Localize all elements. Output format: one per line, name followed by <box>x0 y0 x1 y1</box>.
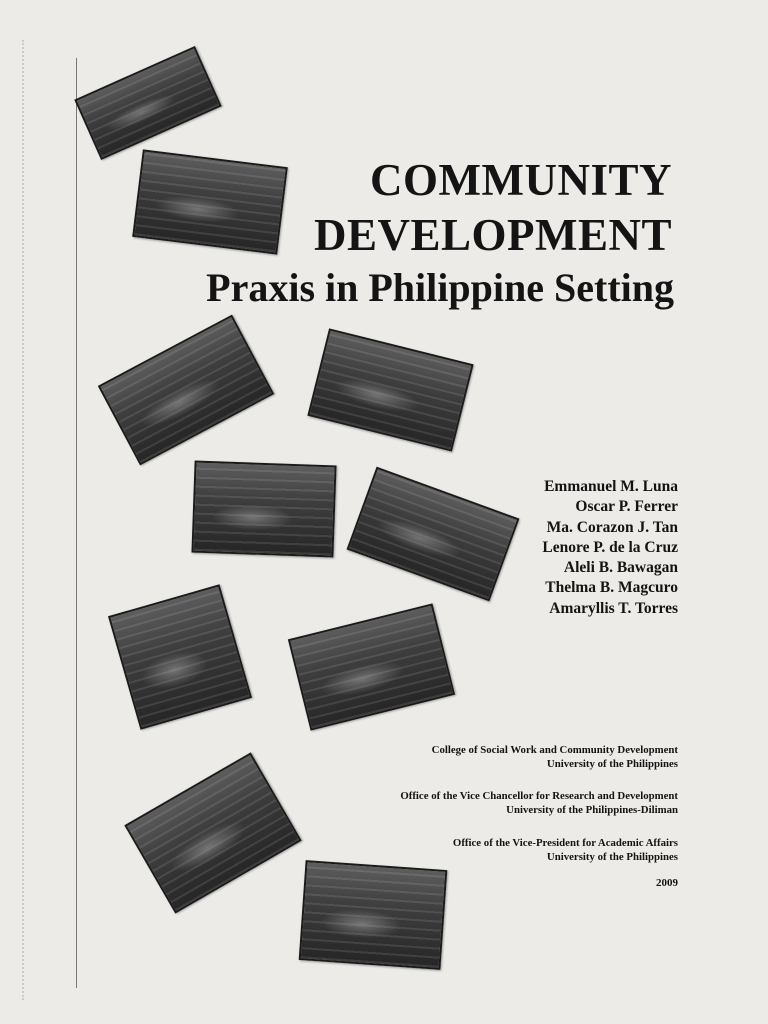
institution-office: College of Social Work and Community Development <box>431 744 678 756</box>
author-name: Emmanuel M. Luna <box>544 478 678 495</box>
institution-office: Office of the Vice-President for Academic Affairs <box>452 837 678 849</box>
author-name: Thelma B. Magcuro <box>545 579 678 597</box>
photo-6 <box>347 467 520 602</box>
photo-3 <box>98 315 274 466</box>
author-name: Oscar P. Ferrer <box>575 498 678 516</box>
institution-university: University of the Philippines <box>546 851 678 863</box>
institution-block <box>400 789 678 817</box>
photo-2 <box>132 149 288 254</box>
photo-9 <box>124 752 301 913</box>
author-name: Ma. Corazon J. Tan <box>546 518 678 536</box>
title-line-2: DEVELOPMENT <box>313 210 672 260</box>
photo-8 <box>288 603 455 730</box>
institution-office: Office of the Vice Chancellor for Research and Development <box>400 790 678 802</box>
page-edge-line <box>76 58 77 988</box>
photo-1 <box>74 46 221 160</box>
author-name: Lenore P. de la Cruz <box>542 538 678 556</box>
institution-block <box>453 836 678 864</box>
photo-4 <box>307 328 473 451</box>
author-name: Amaryllis T. Torres <box>549 599 678 617</box>
institution-block <box>432 743 678 771</box>
subtitle: Praxis in Philippine Setting <box>206 265 674 310</box>
photo-10 <box>299 860 448 970</box>
photo-5 <box>191 461 336 558</box>
title-line-1: COMMUNITY <box>370 155 672 205</box>
scan-dot-column <box>22 40 26 1000</box>
author-name: Aleli B. Bawagan <box>563 559 678 577</box>
institution-university: University of the Philippines-Diliman <box>506 804 678 816</box>
institution-university: University of the Philippines <box>546 758 678 770</box>
author-list <box>542 477 678 619</box>
publication-year: 2009 <box>656 877 678 889</box>
photo-7 <box>108 584 252 729</box>
